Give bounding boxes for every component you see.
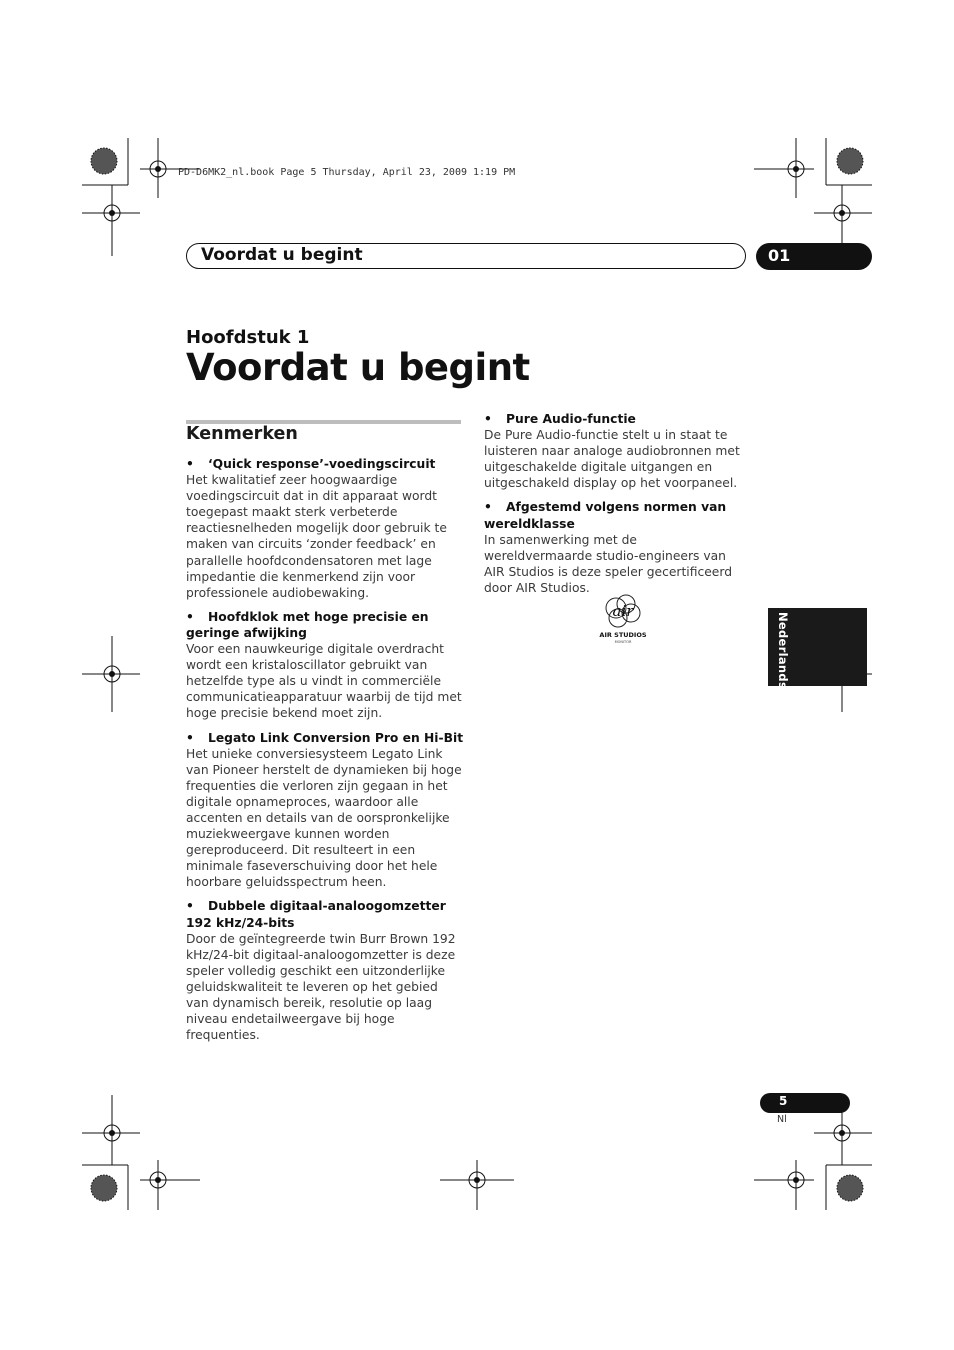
bullet-icon: • (186, 457, 194, 471)
feature-body: De Pure Audio-functie stelt u in staat te luisteren naar analoge audiobronnen met uitgeschakelde digitale uitgangen en uitgeschakeld display op het voorpaneel. (484, 428, 740, 491)
feature-item (186, 609, 464, 722)
section-heading: Kenmerken (186, 424, 298, 444)
left-column (186, 456, 464, 1051)
right-column (484, 411, 746, 604)
feature-body: Het unieke conversiesysteem Legato Link van Pioneer herstelt de dynamieken bij hoge frequenties die verloren zijn gegaan in het digitale opnameproces, waardoor alle accenten en details van de oorspronkelijke muziekweergave kunnen worden gereproduceerd. Dit resulteert in een minimale faseverschuiving door het hele hoorbare geluidsspectrum heen. (186, 746, 462, 890)
feature-title: • Pure Audio-functie (484, 412, 636, 426)
feature-body: In samenwerking met de wereldvermaarde studio-engineers van AIR Studios is deze speler gecertificeerd door AIR Studios. (484, 532, 733, 595)
feature-body: Door de geïntegreerde twin Burr Brown 192 kHz/24-bit digitaal-analoogomzetter is deze speler volledig geschikt een uitzonderlijke geluidskwaliteit te leveren op het gebied van dynamisch bereik, resolutie op laag niveau endetailweergave bij hoge frequenties. (186, 931, 456, 1043)
bullet-icon: • (186, 730, 194, 745)
feature-title: • Hoofdklok met hoge precisie en geringe afwijking (186, 609, 429, 640)
feature-title: • Afgestemd volgens normen van wereldklasse (484, 500, 727, 531)
page-language: Nl (777, 1114, 787, 1125)
header-title: Voordat u begint (201, 245, 363, 265)
chapter-label: Hoofdstuk 1 (186, 327, 310, 348)
page-number: 5 (779, 1094, 788, 1108)
feature-item (484, 499, 746, 596)
bullet-icon: • (186, 899, 194, 914)
logo-sub: MONITOR (614, 640, 632, 644)
feature-title: • Dubbele digitaal-analoogomzetter 192 kHz/24-bits (186, 899, 446, 930)
bullet-icon: • (186, 609, 194, 624)
language-label: Nederlands (776, 612, 790, 690)
print-info: PD-D6MK2_nl.book Page 5 Thursday, April 23, 2009 1:19 PM (178, 167, 516, 178)
feature-item (186, 898, 464, 1043)
page-title: Voordat u begint (186, 346, 530, 389)
page-number-badge (760, 1093, 850, 1113)
feature-title: • ‘Quick response’-voedingscircuit (186, 457, 436, 471)
feature-item (186, 730, 464, 891)
logo-mark: air (612, 602, 634, 620)
feature-body: Het kwalitatief zeer hoogwaardige voedingscircuit dat in dit apparaat wordt toegepast maakt sterk verbeterde reactiesnelheden mogelijk door gebruik te maken van circuits ‘zonder feedback’ en parallelle hoofdcondensatoren met lage impedantie die kenmerkend zijn voor professionele audiobewaking. (186, 473, 447, 600)
feature-item (484, 411, 746, 491)
logo-caption: AIR STUDIOS (599, 631, 647, 639)
chapter-number: 01 (768, 246, 791, 265)
feature-item (186, 456, 464, 601)
feature-body: Voor een nauwkeurige digitale overdracht wordt een kristaloscillator gebruikt van hetzelfde type als u vindt in commerciële communicatieapparatuur waarbij de tijd met hoge precisie bekend moet zijn. (186, 642, 462, 721)
air-studios-logo (596, 594, 652, 644)
bullet-icon: • (484, 500, 492, 515)
feature-title: • Legato Link Conversion Pro en Hi-Bit (186, 730, 464, 745)
bullet-icon: • (484, 412, 492, 426)
